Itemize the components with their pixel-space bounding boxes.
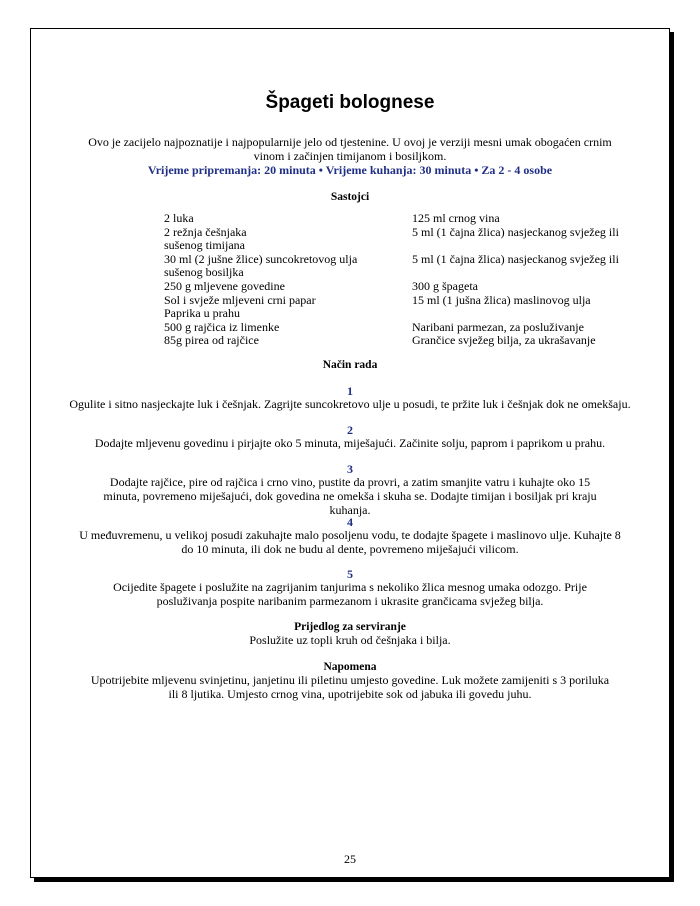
ingredient-spacer bbox=[412, 239, 652, 253]
ingredients-heading: Sastojci bbox=[330, 191, 370, 203]
ingredient-item: 2 luka bbox=[164, 211, 194, 225]
ingredient-item: 250 g mljevene govedine bbox=[164, 278, 285, 293]
method-heading: Način rada bbox=[322, 359, 378, 371]
ingredient-item: sušenog bosiljka bbox=[164, 265, 244, 280]
ingredient-item: Naribani parmezan, za posluživanje bbox=[412, 319, 584, 334]
step-number: 5 bbox=[347, 567, 353, 581]
ingredients-left-column bbox=[164, 212, 374, 348]
recipe-intro: Ovo je zacijelo najpoznatije i najpopularnije jelo od tjestenine. U ovoj je verziji mesni umak obogaćen crnim vinom i začinjen timijanom i bosiljkom. bbox=[88, 135, 612, 163]
ingredient-item: 15 ml (1 jušna žlica) maslinovog ulja bbox=[412, 292, 591, 307]
serving-text: Poslužite uz topli kruh od češnjaka i bilja. bbox=[249, 633, 451, 647]
page-number: 25 bbox=[344, 852, 356, 866]
step-text: Dodajte mljevenu govedinu i pirjajte oko 5 minuta, miješajući. Začinite solju, paprom i paprikom u prahu. bbox=[94, 436, 606, 450]
ingredient-item: 500 g rajčica iz limenke bbox=[164, 319, 280, 334]
ingredient-spacer bbox=[412, 266, 652, 280]
ingredient-item: 85g pirea od rajčice bbox=[164, 333, 259, 348]
ingredient-item: 300 g špageta bbox=[412, 278, 478, 293]
step-number: 2 bbox=[347, 423, 353, 437]
ingredient-item: Sol i svježe mljeveni crni papar bbox=[164, 292, 316, 307]
ingredient-spacer bbox=[412, 307, 652, 321]
step-number: 1 bbox=[347, 384, 353, 398]
serving-heading: Prijedlog za serviranje bbox=[294, 621, 406, 633]
step-text: Ogulite i sitno nasjeckajte luk i češnjak. Zagrijte suncokretovo ulje u posudi, te pržite luk i češnjak dok ne omekšaju. bbox=[69, 397, 631, 411]
step-text: Ocijedite špagete i poslužite na zagrijanim tanjurima s nekoliko žlica mesnog umaka odozgo. Prije posluživanja pospite naribanim parmezanom i ukrasite grančicama svježeg bilja. bbox=[113, 580, 587, 608]
step-number: 4 bbox=[347, 515, 353, 529]
recipe-meta: Vrijeme pripremanja: 20 minuta • Vrijeme kuhanja: 30 minuta • Za 2 - 4 osobe bbox=[147, 163, 553, 177]
step-text: Dodajte rajčice, pire od rajčica i crno vino, pustite da provri, a zatim smanjite vatru i kuhajte oko 15 minuta, povremeno miješajući, dok govedina ne omekša i skuha se. Dodajte timijan i bosiljak pri kraju kuhanja. bbox=[103, 475, 597, 517]
ingredient-item: 5 ml (1 čajna žlica) nasjeckanog svježeg ili bbox=[412, 251, 619, 266]
note-heading: Napomena bbox=[323, 661, 377, 673]
ingredient-item: 30 ml (2 jušne žlice) suncokretovog ulja bbox=[164, 251, 358, 266]
ingredient-item: 2 režnja češnjaka bbox=[164, 224, 247, 239]
ingredient-item: sušenog timijana bbox=[164, 238, 245, 253]
ingredient-item: 5 ml (1 čajna žlica) nasjeckanog svježeg ili bbox=[412, 224, 619, 239]
ingredients-right-column bbox=[412, 212, 652, 348]
recipe-title: Špageti bolognese bbox=[265, 92, 435, 113]
note-text: Upotrijebite mljevenu svinjetinu, janjetinu ili piletinu umjesto govedine. Luk možete zamijeniti s 3 poriluka ili 8 ljutika. Umjesto crnog vina, upotrijebite sok od jabuka ili govedu juhu. bbox=[90, 673, 610, 701]
ingredient-item: 125 ml crnog vina bbox=[412, 211, 500, 225]
ingredient-item: Paprika u prahu bbox=[164, 306, 240, 321]
ingredient-item: Grančice svježeg bilja, za ukrašavanje bbox=[412, 333, 596, 348]
step-number: 3 bbox=[347, 462, 353, 476]
step-text: U međuvremenu, u velikoj posudi zakuhajte malo posoljenu vodu, te dodajte špagete i maslinovo ulje. Kuhajte 8 do 10 minuta, ili dok ne budu al dente, povremeno miješajući vilicom. bbox=[79, 528, 621, 556]
